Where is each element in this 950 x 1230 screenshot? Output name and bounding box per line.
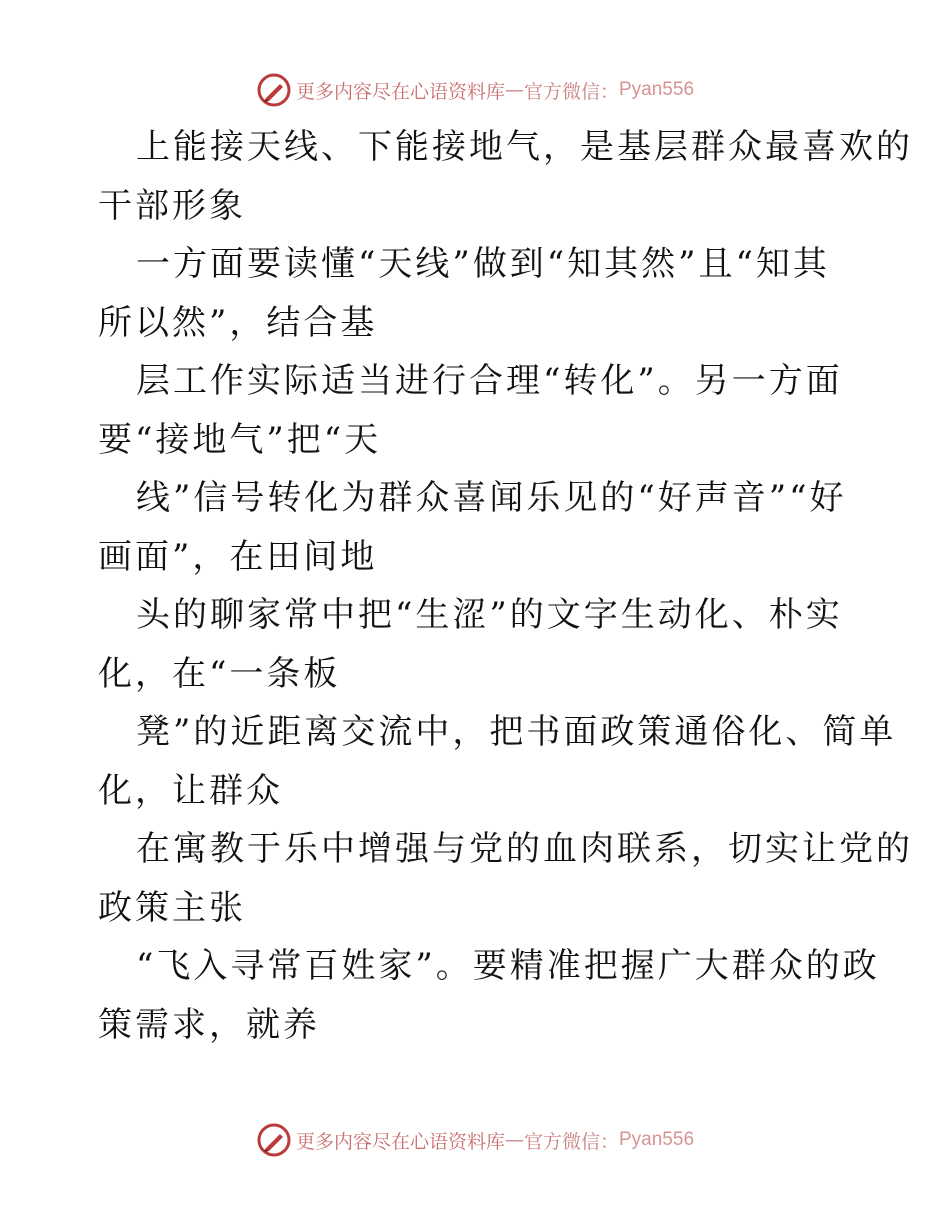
text-line: 要“接地气”把“天 [98, 419, 382, 460]
text-line: 头的聊家常中把“生涩”的文字生动化、朴实 [136, 595, 843, 635]
text-line: “飞入寻常百姓家”。要精准把握广大群众的政 [136, 946, 880, 986]
text-line: 一方面要读懂“天线”做到“知其然”且“知其 [136, 244, 830, 284]
text-line: 线”信号转化为群众喜闻乐见的“好声音”“好 [136, 478, 847, 518]
banner-wechat-label: 官方微信： [523, 1130, 619, 1153]
text-line: 化，在“一条板 [98, 653, 341, 694]
text-line: 化，让群众 [98, 770, 283, 811]
banner-separator: — [504, 1129, 524, 1151]
pen-logo-icon [256, 1122, 292, 1158]
text-line: 所以然”，结合基 [98, 302, 378, 343]
text-line: 上能接天线、下能接地气，是基层群众最喜欢的 [136, 127, 913, 167]
banner-wechat-id: Pyan556 [619, 1129, 695, 1150]
banner-separator: — [504, 79, 524, 101]
text-line: 在寓教于乐中增强与党的血肉联系，切实让党的 [136, 829, 913, 869]
banner-wechat-id: Pyan556 [619, 79, 695, 100]
banner-brand: 更多内容尽在心语资料库 [295, 1130, 505, 1153]
footer-watermark [0, 1120, 950, 1160]
banner-brand: 更多内容尽在心语资料库 [295, 80, 505, 103]
text-line: 干部形象 [98, 185, 246, 226]
banner-wechat-label: 官方微信： [523, 80, 619, 103]
document-body [98, 118, 913, 1054]
text-line: 画面”，在田间地 [98, 536, 378, 577]
header-watermark [0, 70, 950, 110]
text-line: 政策主张 [98, 887, 246, 928]
text-line: 凳”的近距离交流中，把书面政策通俗化、简单 [136, 712, 897, 752]
pen-logo-icon [256, 72, 292, 108]
text-line: 层工作实际适当进行合理“转化”。另一方面 [136, 361, 843, 401]
text-line: 策需求，就养 [98, 1004, 320, 1045]
